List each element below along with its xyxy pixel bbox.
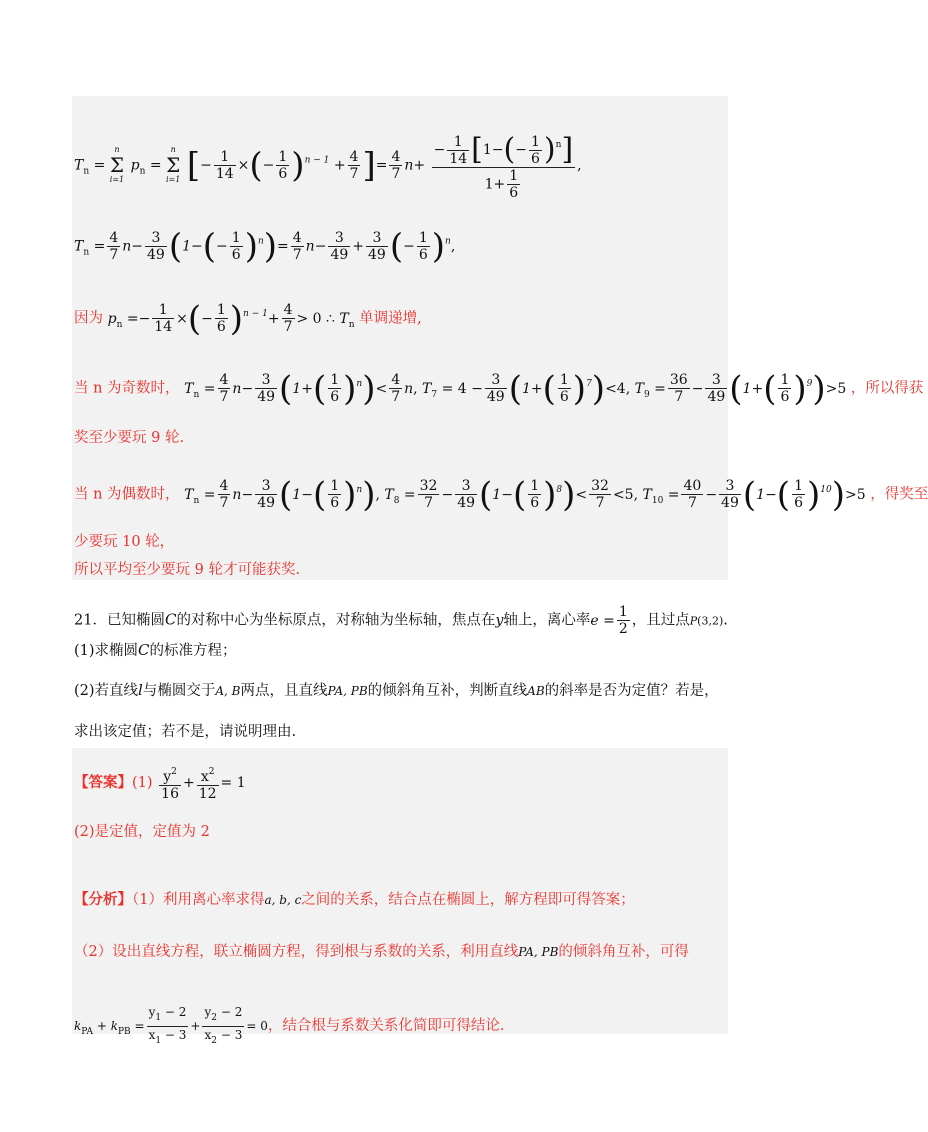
analysis-line1: 【分析】（1）利用离心率求得a, b, c之间的关系，结合点在椭圆上，解方程即可得答案； — [74, 891, 635, 908]
analysis-label: 【分析】 — [74, 891, 132, 908]
formula-tn-sum: $T_n = n$ Σ i=1 $p_n = n$ Σ i=1 [− $\frac{1}{14}$ ×(− $\frac{1}{6}$ )$^{n - 1}$ + $\frac{4}{7}$ ]= $\frac{4}{7}$ n+ − $\frac{1}{14}$ [1−(− $\frac{1}{6}$ )$^n$] 1+ $\frac{1}{6}$ , — [74, 132, 582, 201]
monotonic-text: 单调递增, — [359, 310, 422, 327]
odd-case-result: ，所以得获 — [850, 380, 924, 397]
odd-case-line: 当 n 为奇数时， $T_n$ = $\frac{4}{7}$ n− $\frac{3}{49}$ (1+( $\frac{1}{6}$ )$^n$)< $\frac{4}{7}$ n, $T_7 = 4$ − $\frac{3}{49}$ (1+( $\frac{1}{6}$ )$^7$)<4, $T_9$ = $\frac{36}{7}$ − $\frac{3}{49}$ (1+( $\frac{1}{6}$ )$^9$)>5 ，所以得获 — [74, 368, 924, 409]
answer-label: 【答案】 — [74, 774, 132, 791]
odd-case-label: 当 n 为奇数时， — [74, 380, 180, 397]
even-case-line: 当 n 为偶数时， $T_n$ = $\frac{4}{7}$ n− $\frac{3}{49}$ (1−( $\frac{1}{6}$ )$^n$), $T_8$ = $\frac{32}{7}$ − $\frac{3}{49}$ (1−( $\frac{1}{6}$ )$^8$)< $\frac{32}{7}$ <5, $T_{10}$ = $\frac{40}{7}$ − $\frac{3}{49}$ (1−( $\frac{1}{6}$ )$^{10}$)>5 ，得奖至 — [74, 474, 928, 515]
answer-part2: (2)是定值，定值为 2 — [74, 824, 210, 840]
formula-tn-simplified: $T_n$ = $\frac{4}{7}$ n− $\frac{3}{49}$ (1−(− $\frac{1}{6}$ )$^n$)= $\frac{4}{7}$ n− $\frac{3}{49}$ + $\frac{3}{49}$ (− $\frac{1}{6}$ )$^n$, — [74, 226, 456, 267]
even-case-result: ，得奖至 — [870, 486, 928, 503]
conclusion-line: 所以平均至少要玩 9 轮才可能获奖. — [74, 562, 301, 578]
odd-case-continued: 奖至少要玩 9 轮. — [74, 430, 185, 446]
even-case-label: 当 n 为偶数时， — [74, 486, 180, 503]
problem-number: 21．已知椭圆 — [74, 612, 165, 629]
analysis-line3: $k_{PA} + k_{PB}$ = $\frac{y_1 - 2}{x_1 - 3}$ + $\frac{y_2 - 2}{x_2 - 3}$ = 0，结合根与系数关系化简即可得结论. — [74, 1005, 505, 1046]
because-label: 因为 — [74, 310, 103, 327]
problem-part2-continued: 求出该定值；若不是，请说明理由. — [74, 724, 297, 740]
problem-part1: (1)求椭圆C的标准方程； — [74, 641, 237, 659]
problem-part2: (2)若直线l与椭圆交于A, B两点，且直线PA, PB的倾斜角互补，判断直线AB的斜率是否为定值？若是， — [74, 681, 719, 699]
analysis-line2: （2）设出直线方程，联立椭圆方程，得到根与系数的关系，利用直线PA, PB的倾斜角互补，可得 — [74, 944, 689, 960]
answer-line: 【答案】(1) $\frac{y^2}{16}$ + $\frac{x^2}{12}$ = 1 — [74, 764, 246, 802]
problem-statement: 21．已知椭圆C的对称中心为坐标原点，对称轴为坐标轴，焦点在y轴上，离心率e = $\frac{1}{2}$ ，且过点P(3,2). — [74, 604, 728, 637]
monotonic-line: 因为 $p_n$ =− $\frac{1}{14}$ ×(− $\frac{1}{6}$ )$^{n - 1}$+ $\frac{4}{7}$ > 0 ∴ $T_n$ 单调递增, — [74, 298, 422, 339]
even-case-continued: 少要玩 10 轮， — [74, 534, 175, 550]
answer-part1: (1) — [132, 775, 153, 791]
